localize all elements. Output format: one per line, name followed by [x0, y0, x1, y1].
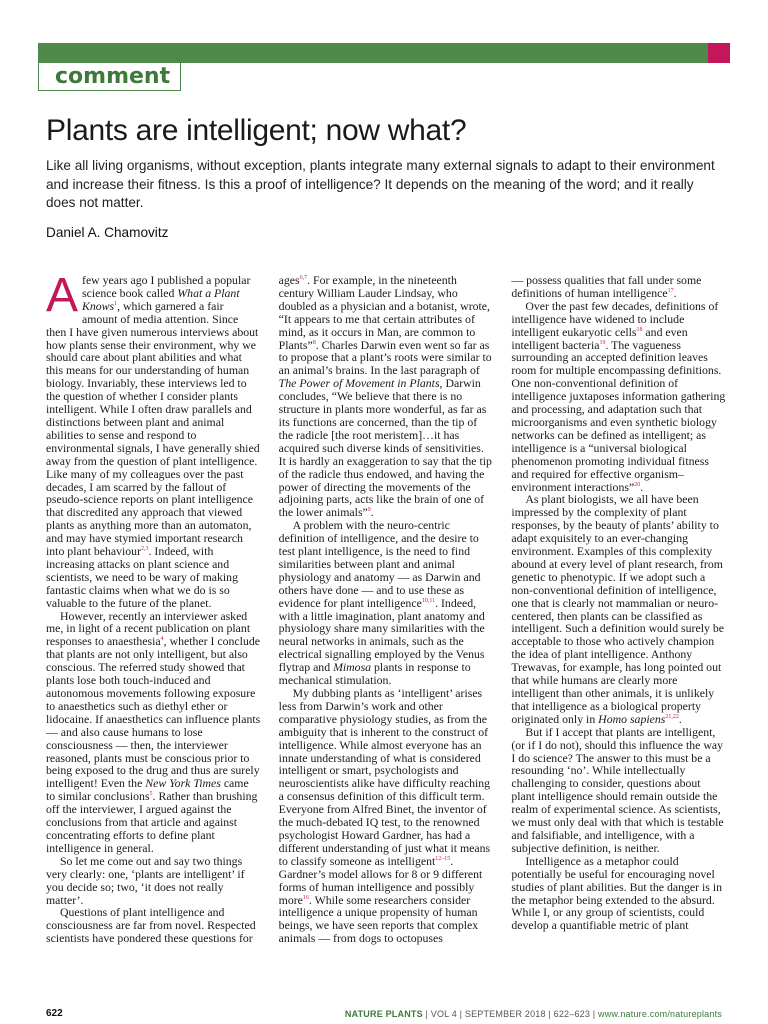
column-3 — [511, 274, 726, 984]
section-tag: comment — [38, 63, 181, 91]
article-title: Plants are intelligent; now what? — [46, 114, 467, 147]
journal-name: NATURE PLANTS — [344, 1009, 423, 1019]
article-body — [46, 274, 726, 989]
paragraph: ages$^{6,7}$. For example, in the nineteenth century William Lauder Lindsay, who doubled as a physician and a botanist, wrote, “It appears to me that certain attributes of mind, as it occurs in Man, are common to Plants”$^8$. Charles Darwin even went so far as to propose that a plant’s roots were similar to an animal’s brains. In the last paragraph of The Power of Movement in Plants, Darwin concludes, “We believe that there is no structure in plants more wonderful, as far as its functions are concerned, than the tip of the radicle [the root meristem]…it has acquired such diverse kinds of sensitivities. It is hardly an exaggeration to say that the tip of the radicle thus endowed, and having the power of directing the movements of the adjoining parts, acts like the brain of one of the lower animals”$^9$. — [278, 274, 492, 520]
issue-details: | VOL 4 | SEPTEMBER 2018 | 622–623 | — [422, 1009, 599, 1019]
journal-footer — [345, 1009, 722, 1019]
header-accent — [708, 43, 730, 63]
paragraph: Questions of plant intelligence and consciousness are far from novel. Respected scientists have pondered these questions for — [46, 905, 256, 946]
author-name: Daniel A. Chamovitz — [46, 225, 169, 240]
drop-cap: A — [46, 274, 79, 322]
paragraph: A problem with the neuro-centric definition of intelligence, and the desire to test plant intelligence, is the need to find similarities between plant and animal physiology and anatomy — as Darwin and others have done — and to use these as evidence for plant intelligence$^{10,11}$. Indeed, with a little imagination, plant anatomy and physiology share many similarities with the neural networks in animals, such as the electrical signalling employed by the Venus flytrap and Mimosa plants in response to mechanical stimulation. — [278, 518, 485, 688]
page-number: 622 — [46, 1008, 63, 1019]
paragraph: As plant biologists, we all have been impressed by the complexity of plant responses, by the beauty of plants’ ability to adapt exquisitely to an ever-changing environment. Examples of this complexity abound at every level of plant research, from genetic to phenotypic. If we adopt such a non-conventional definition of intelligence, one that is clearly not mammalian or neuro-centered, then plants can be classified as intelligent. Such a definition would surely be acceptable to those who actively champion the idea of plant intelligence. Anthony Trewavas, for example, has long pointed out that while humans are clearly more intelligent than other animals, it is unlikely that intelligence as a biological property originated only in Homo sapiens$^{21,22}$. — [511, 492, 724, 726]
header-bar — [38, 43, 708, 63]
paragraph: Afew years ago I published a popular science book called What a Plant Knows$^1$, which garnered a fair amount of media attention. Since then I have given numerous interviews about how plants sense their environment, why we should care about plant abilities and what this means for our understanding of human biology. Invariably, these interviews led to the question of whether I consider plants intelligent. While I often draw parallels and distinctions between plant and animal abilities to sense and respond to environmental signals, I have generally shied away from the question of plant intelligence. Like many of my colleagues over the past decades, I am scarred by the fallout of pseudo-science reports on plant intelligence that discredited any approach that viewed plants as anything more than an automaton, and may have stymied important research into plant behaviour$^{2,3}$. Indeed, with increasing attacks on plant science and scientists, we need to be wary of making fantastic claims when what we do is so valuable to the future of the planet. — [46, 274, 260, 610]
paragraph: However, recently an interviewer asked me, in light of a recent publication on plant responses to anaesthesia$^4$, whether I conclude that plants are not only intelligent, but also conscious. The referred study showed that plants lose both touch-induced and autonomous movements following exposure to anaesthetics such as diethyl ether or lidocaine. If anaesthetics can influence plants — and also cause humans to lose consciousness — then, the interviewer reasoned, plants must be conscious prior to being exposed to the drug and thus are surely intelligent! Even the New York Times came to similar conclusions$^5$. Rather than brushing off the interviewer, I argued against the conclusions from that article and against concentrating efforts to define plant intelligence in general. — [46, 608, 261, 855]
column-2 — [279, 274, 494, 984]
paragraph: But if I accept that plants are intelligent, (or if I do not), should this influence the way I do science? The answer to this must be a resounding ‘no’. While intellectually challenging to consider, questions about plant intelligence should remain outside the realm of experimental science. As scientists, we must only deal with that which is testable and falsifiable, and intelligence, with a subjective definition, is neither. — [511, 724, 724, 855]
journal-url[interactable]: www.nature.com/natureplants — [598, 1009, 722, 1019]
paragraph: — possess qualities that fall under some definitions of human intelligence$^{17}$. — [511, 274, 702, 300]
column-1 — [46, 274, 261, 984]
paragraph: My dubbing plants as ‘intelligent’ arises less from Darwin’s work and other comparative physiology studies, as from the ambiguity that is inherent to the construct of intelligence. While almost everyone has an innate understanding of what is considered intelligent or smart, psychologists and neuroscientists alike have difficulty reaching a consensus definition of this difficult term. Everyone from Alfred Binet, the inventor of the much-debated IQ test, to the renowned psychologist Howard Gardner, has had a different understanding of just what it means to classify someone as intelligent$^{12-15}$. Gardner’s model allows for 8 or 9 different forms of human intelligence and possibly more$^{16}$. While some researchers consider intelligence a unique propensity of human beings, we have seen reports that complex animals — from dogs to octopuses — [278, 686, 491, 946]
paragraph: Over the past few decades, definitions of intelligence have widened to include intelligent eukaryotic cells$^{18}$ and even intelligent bacteria$^{19}$. The vagueness surrounding an accepted definition leaves room for multiple encompassing definitions. One non-conventional definition of intelligence juxtaposes information gathering and processing, and adaptation such that microorganisms and even synthetic biology networks can be defined as intelligent; as intelligence is a “universal biological phenomenon promoting individual fitness and required for effective organism–environment interactions”$^{20}$. — [511, 298, 726, 494]
paragraph: Intelligence as a metaphor could potentially be useful for encouraging novel studies of plant abilities. But the danger is in the metaphor being extended to the absurd. While I, or any group of scientists, could develop a quantifiable metric of plant — [511, 853, 723, 933]
paragraph: So let me come out and say two things very clearly: one, ‘plants are intelligent’ if you decide so; two, ‘it does not really matter’. — [46, 853, 245, 907]
standfirst: Like all living organisms, without exception, plants integrate many external signals to adapt to their environment and increase their fitness. Is this a proof of intelligence? It depends on the meaning of the word; and it really does not matter. — [46, 158, 715, 210]
